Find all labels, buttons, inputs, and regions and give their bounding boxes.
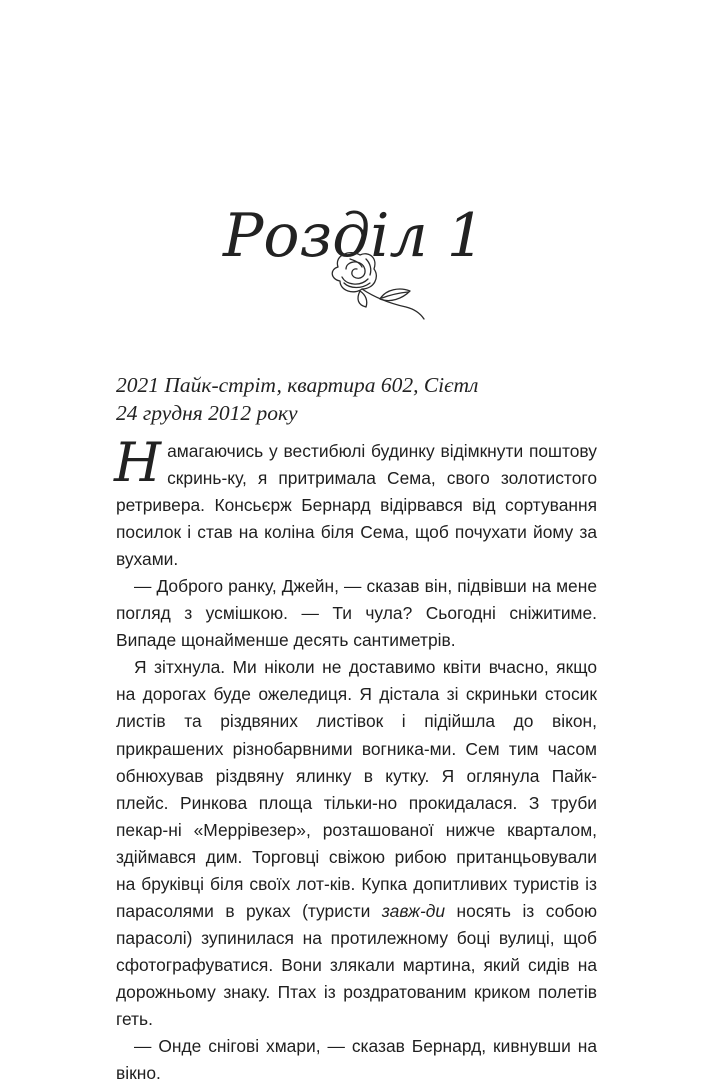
emphasis-text: завж-ди <box>381 900 446 921</box>
location-address: 2021 Пайк-стріт, квартира 602, Сієтл <box>116 373 479 397</box>
chapter-body <box>114 431 598 1087</box>
rose-icon <box>316 247 426 321</box>
paragraph-text: носять із собою парасолі) зупинилася на протилежному боці вулиці, щоб сфотографуватися. Вони злякали мартина, який сидів на дорожньому знаку. Птах із роздратованим криком полетів геть. <box>116 900 598 1029</box>
paragraph-text: Я зітхнула. Ми ніколи не доставимо квіти вчасно, якщо на дорогах буде ожеледиця. Я дістала зі скриньки стосик листів та різдвяних листівок і підійшла до вікон, прикрашених різнобарвними вогника-ми. Сем тим часом обнюхував різдвяну ялинку в кутку. Я оглянула Пайк-плейс. Ринкова площа тільки-но прокидалася. З труби пекар-ні «Меррівезер», розташованої нижче кварталом, здіймався дим. Торговці свіжою рибою пританцьовували на бруківці біля своїх лот-ків. Купка допитливих туристів із парасолями в руках (туристи <box>116 657 597 921</box>
paragraph: — Онде снігові хмари, — сказав Бернард, кивнувши на вікно. <box>116 1036 597 1084</box>
location-date: 24 грудня 2012 року <box>116 401 298 425</box>
paragraph <box>116 654 597 1033</box>
chapter-title: Розділ 1 <box>223 201 485 272</box>
drop-cap: Н <box>114 431 162 494</box>
paragraph <box>114 431 597 573</box>
paragraph: — Доброго ранку, Джейн, — сказав він, підвівши на мене погляд з усмішкою. — Ти чула? Сьогодні сніжитиме. Випаде щонайменше десять сантиметрів. <box>116 576 597 651</box>
paragraph-text: амагаючись у вестибюлі будинку відімкнути поштову скринь-ку, я притримала Сема, свого золотистого ретривера. Консьєрж Бернард відірвався від сортування посилок і став на коліна біля Сема, щоб почухати йому за вухами. <box>116 441 597 570</box>
